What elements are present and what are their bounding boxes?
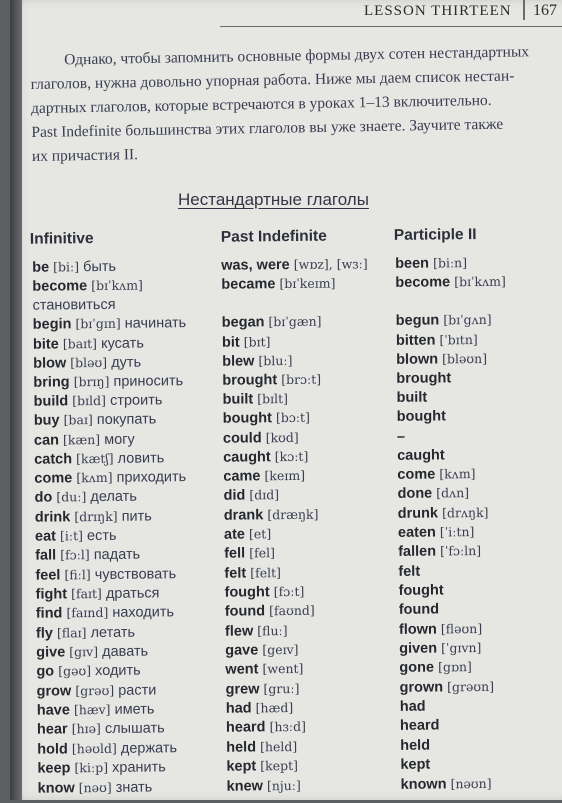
past-indefinite-word: felt xyxy=(224,565,247,582)
past-indefinite-cell xyxy=(222,334,271,351)
past-indefinite-cell xyxy=(222,314,322,331)
infinitive-cell xyxy=(33,336,144,353)
past-indefinite-cell xyxy=(221,276,335,293)
participle-ii-cell xyxy=(395,274,506,291)
infinitive-word: grow xyxy=(36,683,72,700)
past-indefinite-word: went xyxy=(225,661,259,678)
infinitive-word: fly xyxy=(35,625,54,642)
participle-ii-cell xyxy=(397,466,475,483)
participle-ii-word: had xyxy=(399,698,426,715)
participle-ii-transcription: [drʌŋk] xyxy=(441,504,489,521)
past-indefinite-word: fell xyxy=(224,545,246,562)
participle-ii-word: eaten xyxy=(397,524,436,541)
infinitive-cell xyxy=(36,625,135,642)
infinitive-transcription: [flaɪ] xyxy=(56,625,87,641)
infinitive-word: can xyxy=(33,432,60,449)
participle-ii-word: felt xyxy=(398,563,421,580)
past-indefinite-word: flew xyxy=(224,623,254,640)
participle-ii-transcription: [grəʊn] xyxy=(447,678,495,695)
infinitive-transcription: [biː] xyxy=(53,259,80,275)
infinitive-transcription: [faɪt] xyxy=(70,585,102,602)
infinitive-word: feel xyxy=(35,567,61,584)
participle-ii-cell xyxy=(400,699,426,715)
past-indefinite-word: brought xyxy=(222,372,278,389)
past-indefinite-word: grew xyxy=(225,681,260,698)
participle-ii-word: drunk xyxy=(397,505,439,522)
past-indefinite-cell xyxy=(224,507,319,524)
infinitive-word: build xyxy=(33,393,69,410)
page-number: 167 xyxy=(533,2,557,19)
infinitive-transcription: [fɔːl] xyxy=(60,547,90,563)
past-indefinite-cell xyxy=(225,584,305,601)
past-indefinite-word: did xyxy=(223,487,246,504)
past-indefinite-cell xyxy=(222,353,292,370)
participle-ii-cell xyxy=(400,717,440,733)
past-indefinite-word: ate xyxy=(223,526,246,543)
participle-ii-transcription: [dʌn] xyxy=(436,485,470,501)
participle-ii-word: given xyxy=(399,640,438,657)
past-indefinite-cell xyxy=(224,565,281,582)
participle-ii-transcription: [ˈiːtn] xyxy=(439,524,475,540)
past-indefinite-word: drank xyxy=(223,507,264,524)
infinitive-translation: чувствовать xyxy=(94,566,177,584)
participle-ii-transcription: [ˈbɪtn] xyxy=(439,332,478,348)
infinitive-cell xyxy=(34,411,157,428)
past-indefinite-transcription: [hɜːd] xyxy=(269,718,306,735)
infinitive-translation: слышать xyxy=(104,720,165,737)
infinitive-word: hold xyxy=(37,741,68,758)
infinitive-transcription: [bɪld] xyxy=(72,392,107,409)
participle-ii-word: fallen xyxy=(398,543,437,560)
participle-ii-word: been xyxy=(395,255,430,272)
past-indefinite-cell xyxy=(222,391,288,408)
intro-line: их причастия II. xyxy=(31,146,139,165)
past-indefinite-transcription: [kɔːt] xyxy=(274,448,309,465)
infinitive-word: know xyxy=(37,780,75,797)
past-indefinite-cell xyxy=(226,719,306,736)
infinitive-translation: давать xyxy=(102,643,149,660)
past-indefinite-cell xyxy=(222,372,321,389)
past-indefinite-transcription: [brɔːt] xyxy=(281,371,322,388)
past-indefinite-word: bit xyxy=(221,334,240,351)
infinitive-transcription: [duː] xyxy=(56,489,87,505)
participle-ii-cell xyxy=(398,524,475,541)
past-indefinite-cell xyxy=(226,739,297,756)
infinitive-word: fall xyxy=(35,547,57,564)
past-indefinite-transcription: [fel] xyxy=(249,545,276,561)
infinitive-cell xyxy=(36,644,148,661)
infinitive-transcription: [iːt] xyxy=(59,528,84,544)
participle-ii-transcription: [ˈgɪvn] xyxy=(441,640,482,656)
past-indefinite-cell xyxy=(225,603,315,620)
infinitive-cell xyxy=(34,489,136,506)
infinitive-transcription: [bɪˈgɪn] xyxy=(75,315,121,332)
participle-ii-word: gone xyxy=(399,659,435,676)
participle-ii-word: bitten xyxy=(395,332,436,349)
participle-ii-cell xyxy=(398,582,443,598)
participle-ii-word: fought xyxy=(398,582,444,599)
past-indefinite-transcription: [et] xyxy=(248,526,272,542)
past-indefinite-cell xyxy=(223,430,299,447)
infinitive-cell xyxy=(34,432,135,449)
past-indefinite-word: was, were xyxy=(221,257,290,274)
infinitive-word: eat xyxy=(34,528,57,545)
infinitive-transcription: [baɪt] xyxy=(62,336,98,352)
infinitive-translation: знать xyxy=(115,779,153,796)
infinitive-word: go xyxy=(36,663,55,680)
participle-ii-cell xyxy=(400,757,430,773)
infinitive-word: have xyxy=(36,702,70,719)
past-indefinite-word: held xyxy=(226,739,257,756)
participle-ii-word: kept xyxy=(400,756,431,773)
past-indefinite-transcription: [kept] xyxy=(260,757,299,774)
past-indefinite-transcription: [bɪt] xyxy=(243,334,271,350)
participle-ii-transcription: [gɒn] xyxy=(437,659,472,675)
participle-ii-cell xyxy=(395,255,467,272)
infinitive-transcription: [kʌm] xyxy=(76,469,113,486)
participle-ii-word: heard xyxy=(399,717,440,734)
past-indefinite-cell xyxy=(227,778,301,795)
infinitive-cell xyxy=(33,373,183,391)
verb-table xyxy=(7,0,562,803)
infinitive-word: drink xyxy=(34,509,71,526)
infinitive-word: come xyxy=(34,470,73,487)
past-indefinite-transcription: [went] xyxy=(262,660,304,677)
participle-ii-cell xyxy=(397,447,445,463)
participle-ii-cell xyxy=(396,312,492,329)
infinitive-transcription: [gəʊ] xyxy=(58,663,92,679)
participle-ii-cell xyxy=(398,543,481,560)
infinitive-cell xyxy=(35,566,176,583)
participle-ii-word: found xyxy=(398,601,440,618)
intro-line: Однако, чтобы запомнить основные формы двух сотен нестандартных xyxy=(64,43,530,69)
infinitive-translation: начинать xyxy=(124,315,187,332)
infinitive-cell xyxy=(34,450,164,467)
infinitive-cell xyxy=(34,469,186,487)
past-indefinite-word: began xyxy=(221,314,265,331)
past-indefinite-transcription: [fɔːt] xyxy=(273,583,305,600)
participle-ii-word: grown xyxy=(399,679,444,696)
column-header-participle-ii: Participle II xyxy=(393,226,477,244)
infinitive-cell xyxy=(35,528,117,545)
infinitive-translation: ходить xyxy=(95,662,141,680)
participle-ii-cell xyxy=(399,621,482,638)
infinitive-word: hear xyxy=(36,721,68,738)
infinitive-cell xyxy=(37,759,166,776)
book-page xyxy=(10,0,562,800)
past-indefinite-transcription: [kʊd] xyxy=(265,429,299,446)
participle-ii-transcription: [kʌm] xyxy=(439,466,476,482)
infinitive-cell xyxy=(35,547,140,564)
participle-ii-cell xyxy=(397,485,469,502)
participle-ii-word: brought xyxy=(396,370,452,387)
past-indefinite-cell xyxy=(226,700,294,717)
infinitive-cell xyxy=(36,585,160,602)
participle-ii-transcription: [bləʊn] xyxy=(441,350,488,367)
infinitive-translation: хранить xyxy=(112,759,166,776)
participle-ii-cell xyxy=(399,601,439,617)
past-indefinite-cell xyxy=(224,545,275,562)
participle-ii-transcription: [ˈfɔːln] xyxy=(439,543,482,559)
past-indefinite-word: gave xyxy=(225,642,259,659)
past-indefinite-word: heard xyxy=(225,719,266,736)
infinitive-translation: покупать xyxy=(96,411,157,429)
infinitive-translation: держать xyxy=(120,740,178,757)
infinitive-word: buy xyxy=(33,412,60,429)
participle-ii-cell xyxy=(401,776,492,793)
past-indefinite-cell xyxy=(225,661,303,678)
participle-ii-word: held xyxy=(400,737,431,754)
infinitive-cell xyxy=(33,355,141,372)
past-indefinite-transcription: [bɔːt] xyxy=(275,409,310,426)
past-indefinite-word: came xyxy=(223,468,261,485)
infinitive-translation-wrap xyxy=(32,297,115,314)
infinitive-transcription: [hæv] xyxy=(73,701,111,718)
participle-ii-word: become xyxy=(395,274,451,291)
participle-ii-word: bought xyxy=(396,408,446,425)
infinitive-word: fight xyxy=(35,586,68,603)
infinitive-transcription: [fiːl] xyxy=(64,567,91,583)
infinitive-translation: ловить xyxy=(117,450,165,467)
past-indefinite-cell xyxy=(225,642,298,659)
past-indefinite-cell xyxy=(223,410,310,427)
infinitive-transcription: [kætʃ] xyxy=(76,450,114,467)
participle-ii-cell xyxy=(398,564,420,580)
participle-ii-transcription: [nəʊn] xyxy=(450,775,492,792)
participle-ii-cell xyxy=(398,505,489,522)
past-indefinite-transcription: [dræŋk] xyxy=(267,506,319,523)
participle-ii-word: come xyxy=(397,466,436,483)
past-indefinite-cell xyxy=(225,623,288,640)
infinitive-transcription: [bɪˈkʌm] xyxy=(91,277,143,294)
past-indefinite-transcription: [wɒz], [wɜː] xyxy=(293,256,368,272)
participle-ii-cell xyxy=(397,429,405,445)
participle-ii-cell xyxy=(399,659,472,676)
participle-ii-transcription: [fləʊn] xyxy=(440,621,483,637)
participle-ii-word: known xyxy=(400,776,447,793)
infinitive-translation: дуть xyxy=(111,354,142,371)
infinitive-word: catch xyxy=(34,451,73,468)
infinitive-transcription: [baɪ] xyxy=(63,412,93,428)
infinitive-transcription: [kæn] xyxy=(62,431,101,448)
participle-ii-transcription: [biːn] xyxy=(432,255,468,271)
infinitive-cell xyxy=(32,259,116,276)
infinitive-translation: делать xyxy=(90,488,137,506)
infinitive-translation: находить xyxy=(112,604,175,621)
infinitive-translation: есть xyxy=(86,527,117,545)
past-indefinite-word: could xyxy=(222,430,262,447)
infinitive-cell xyxy=(33,315,187,333)
infinitive-translation: иметь xyxy=(114,701,155,718)
infinitive-translation: падать xyxy=(93,546,141,564)
infinitive-transcription: [nəʊ] xyxy=(78,779,112,796)
infinitive-transcription: [faɪnd] xyxy=(66,604,109,621)
participle-ii-word: flown xyxy=(398,621,437,638)
past-indefinite-word: became xyxy=(221,276,276,293)
past-indefinite-transcription: [faʊnd] xyxy=(268,602,315,619)
participle-ii-cell xyxy=(396,332,478,349)
infinitive-word: be xyxy=(32,259,50,276)
intro-line: глаголов, нужна довольно упорная работа. Ниже мы даем список нестан- xyxy=(30,67,515,93)
infinitive-cell xyxy=(38,779,153,796)
past-indefinite-transcription: [bɪlt] xyxy=(257,391,289,407)
participle-ii-cell xyxy=(396,370,451,387)
infinitive-transcription: [brɪŋ] xyxy=(73,373,110,390)
infinitive-cell xyxy=(37,682,157,699)
infinitive-transcription: [drɪŋk] xyxy=(74,508,118,525)
intro-line: дартных глаголов, которые встречаются в уроках 1–13 включительно. xyxy=(30,91,492,117)
past-indefinite-transcription: [geɪv] xyxy=(262,641,299,658)
participle-ii-word: blown xyxy=(396,351,439,368)
participle-ii-word: done xyxy=(397,485,433,502)
past-indefinite-transcription: [gruː] xyxy=(263,680,300,697)
past-indefinite-transcription: [fluː] xyxy=(257,623,288,639)
infinitive-cell xyxy=(37,740,177,757)
past-indefinite-cell xyxy=(224,526,271,542)
infinitive-word: bring xyxy=(33,374,70,391)
infinitive-word: bite xyxy=(32,336,59,353)
participle-ii-word: – xyxy=(396,428,406,445)
participle-ii-cell xyxy=(396,351,487,368)
intro-line: Past Indefinite большинства этих глаголов вы уже знаете. Заучите также xyxy=(31,115,504,141)
infinitive-cell xyxy=(37,720,165,737)
past-indefinite-transcription: [held] xyxy=(259,738,298,755)
infinitive-transcription: [bləʊ] xyxy=(70,354,108,371)
past-indefinite-cell xyxy=(226,681,300,698)
infinitive-cell xyxy=(36,604,174,621)
infinitive-word: keep xyxy=(37,760,71,777)
infinitive-transcription: [gɪv] xyxy=(69,644,99,660)
past-indefinite-word: had xyxy=(225,700,252,717)
infinitive-translation: строить xyxy=(109,392,163,409)
past-indefinite-word: found xyxy=(224,603,266,620)
past-indefinite-cell xyxy=(226,758,298,775)
infinitive-word: give xyxy=(36,644,66,661)
infinitive-transcription: [kiːp] xyxy=(74,759,109,776)
participle-ii-cell xyxy=(399,640,481,657)
infinitive-translation: могу xyxy=(104,431,135,448)
past-indefinite-transcription: [njuː] xyxy=(266,777,301,794)
column-header-past-indefinite: Past Indefinite xyxy=(220,227,327,246)
past-indefinite-cell xyxy=(223,468,305,485)
past-indefinite-transcription: [bluː] xyxy=(258,352,293,369)
past-indefinite-transcription: [dɪd] xyxy=(249,487,280,503)
past-indefinite-word: fought xyxy=(224,584,270,601)
infinitive-word: blow xyxy=(33,355,67,372)
infinitive-word: find xyxy=(35,605,63,622)
past-indefinite-word: blew xyxy=(222,353,255,370)
infinitive-word: begin xyxy=(32,316,72,333)
participle-ii-word: caught xyxy=(397,447,445,464)
past-indefinite-word: knew xyxy=(226,778,263,795)
infinitive-translation: расти xyxy=(118,682,157,699)
past-indefinite-word: built xyxy=(222,391,254,408)
infinitive-translation: становиться xyxy=(32,296,116,314)
infinitive-cell xyxy=(37,701,155,718)
past-indefinite-transcription: [bɪˈgæn] xyxy=(268,313,322,330)
infinitive-cell xyxy=(36,663,140,680)
infinitive-translation: быть xyxy=(83,258,117,276)
infinitive-transcription: [grəʊ] xyxy=(75,682,115,699)
past-indefinite-word: caught xyxy=(223,449,271,466)
past-indefinite-word: kept xyxy=(226,758,257,775)
participle-ii-cell xyxy=(400,738,430,754)
past-indefinite-transcription: [felt] xyxy=(250,565,282,581)
participle-ii-cell xyxy=(400,679,495,696)
past-indefinite-transcription: [keɪm] xyxy=(264,467,306,484)
participle-ii-transcription: [bɪˈgʌn] xyxy=(443,311,492,328)
past-indefinite-cell xyxy=(223,487,279,504)
past-indefinite-cell xyxy=(221,256,368,274)
infinitive-translation: пить xyxy=(121,508,152,525)
past-indefinite-word: bought xyxy=(222,410,272,427)
past-indefinite-cell xyxy=(223,449,308,466)
participle-ii-cell xyxy=(396,390,427,406)
participle-ii-word: begun xyxy=(395,312,440,329)
table-title: Нестандартные глаголы xyxy=(178,190,369,209)
infinitive-translation: летать xyxy=(90,624,136,642)
past-indefinite-transcription: [hæd] xyxy=(255,699,294,716)
infinitive-word: do xyxy=(34,489,53,506)
infinitive-cell xyxy=(33,392,162,409)
infinitive-transcription: [həʊld] xyxy=(71,740,117,757)
infinitive-translation: кусать xyxy=(100,335,144,352)
infinitive-translation: приносить xyxy=(113,373,184,390)
infinitive-transcription: [hɪə] xyxy=(71,721,101,737)
participle-ii-word: built xyxy=(396,389,428,406)
infinitive-cell xyxy=(32,278,143,295)
infinitive-translation: приходить xyxy=(116,469,187,486)
participle-ii-cell xyxy=(397,408,446,425)
participle-ii-transcription: [bɪˈkʌm] xyxy=(454,273,506,290)
past-indefinite-transcription: [bɪˈkeɪm] xyxy=(279,275,336,292)
infinitive-word: become xyxy=(32,278,88,295)
infinitive-cell xyxy=(35,508,152,525)
infinitive-translation: драться xyxy=(105,585,160,602)
lesson-title: LESSON THIRTEEN xyxy=(364,3,512,19)
column-header-infinitive: Infinitive xyxy=(29,230,94,248)
